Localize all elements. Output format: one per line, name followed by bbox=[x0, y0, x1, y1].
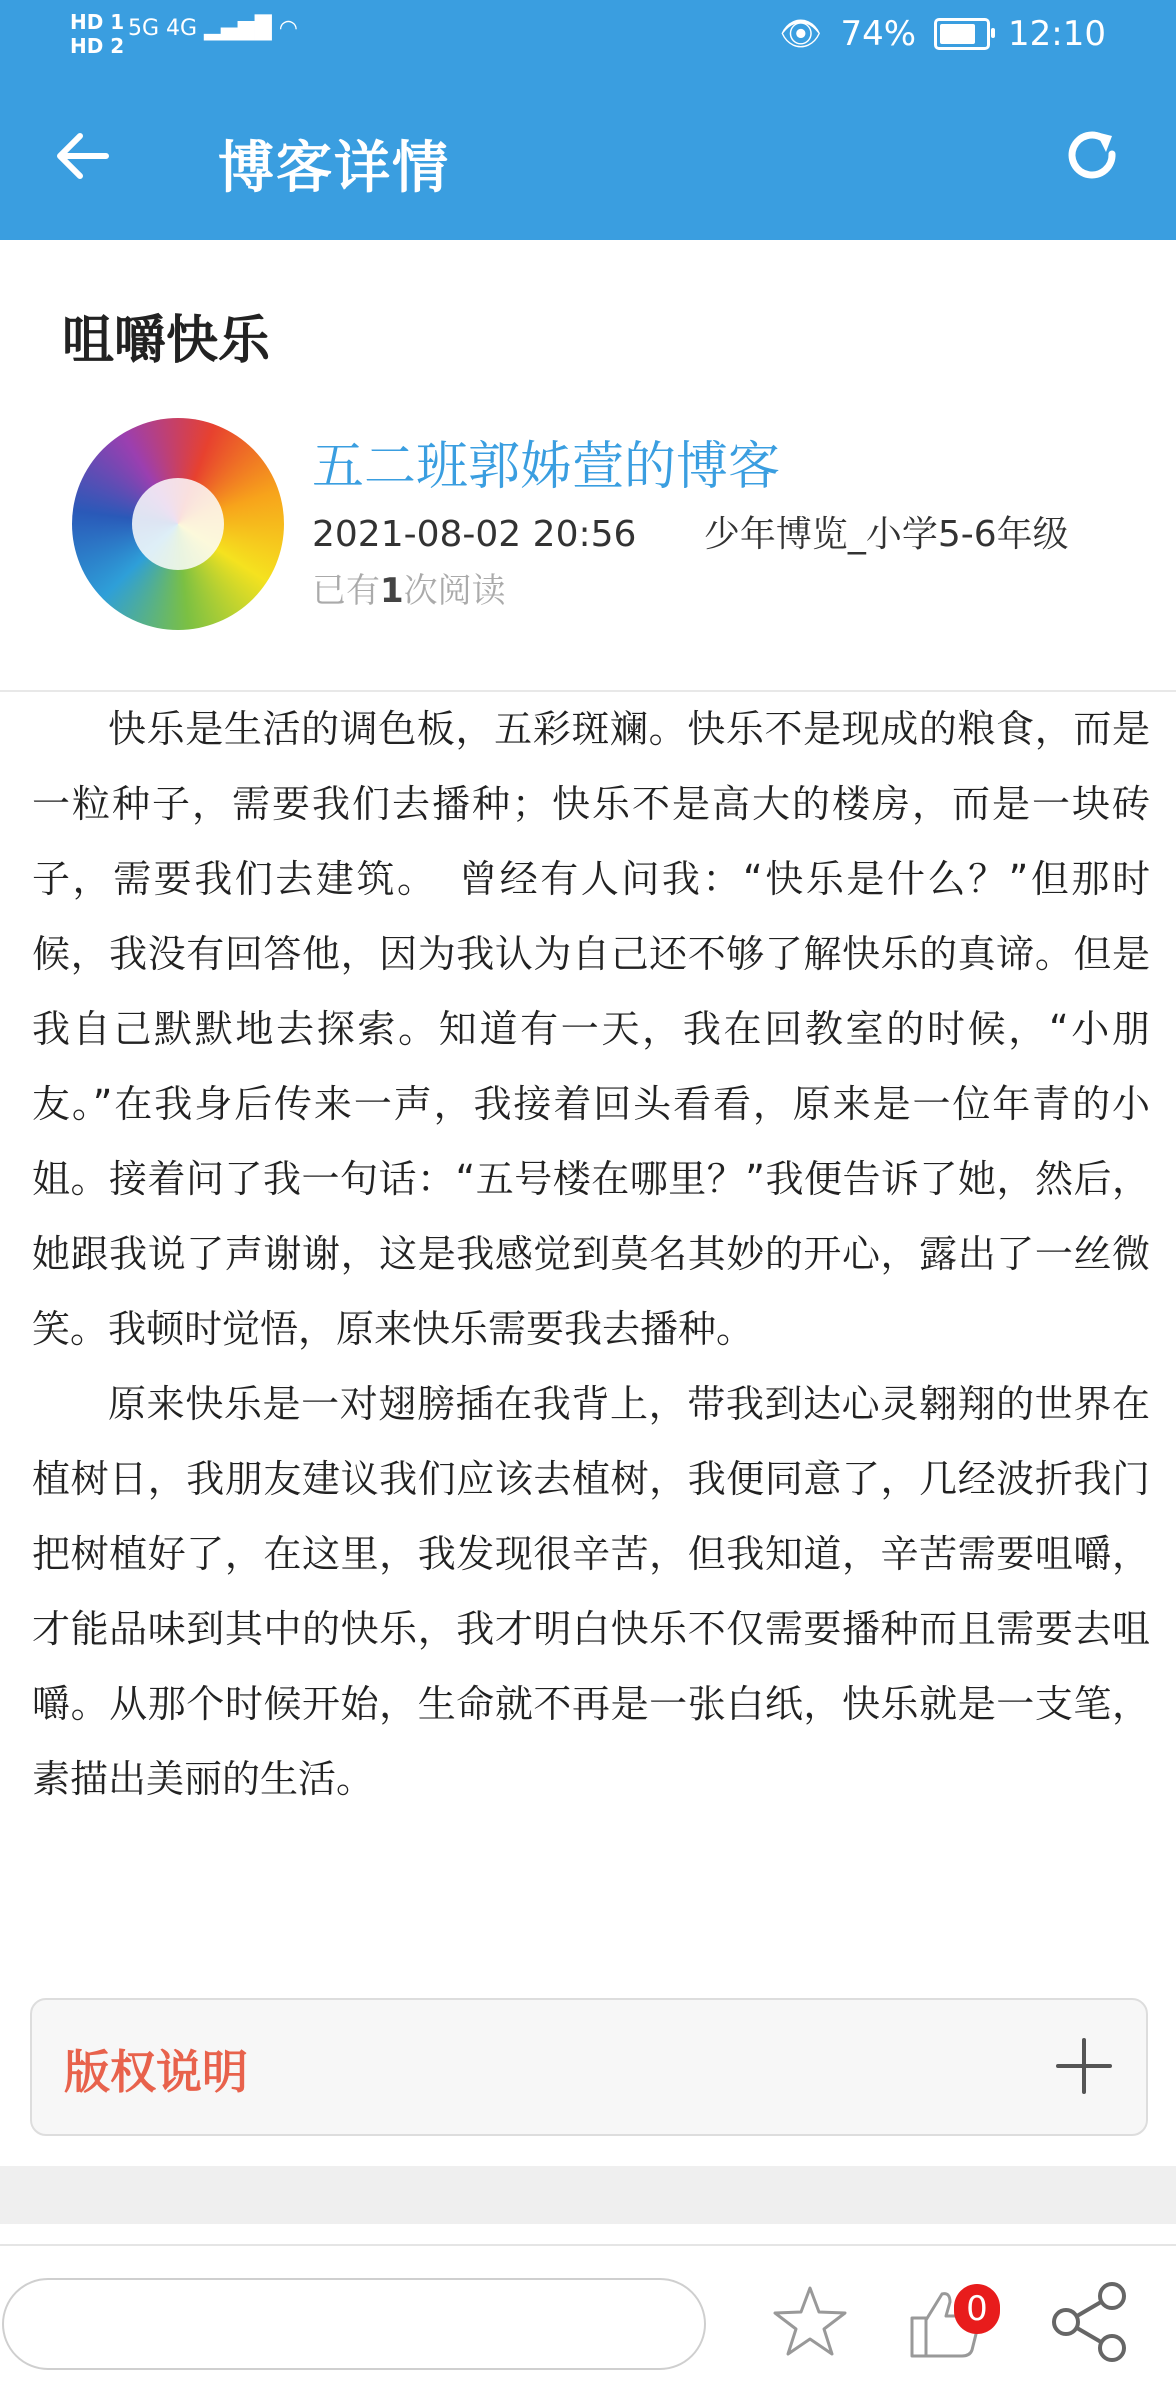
page-title: 博客详情 bbox=[218, 136, 450, 201]
status-bar bbox=[0, 0, 1176, 76]
clock: 12:10 bbox=[1008, 14, 1106, 54]
blog-name-link[interactable]: 五二班郭姊萱的博客 bbox=[312, 437, 781, 497]
avatar[interactable] bbox=[72, 418, 284, 630]
like-count-badge: 0 bbox=[954, 2284, 1000, 2334]
post-datetime: 2021-08-02 20:56 bbox=[312, 514, 637, 555]
post-category[interactable]: 少年博览_小学5-6年级 bbox=[703, 514, 1069, 555]
refresh-icon[interactable] bbox=[1060, 124, 1124, 188]
sim1-label: HD 1 bbox=[70, 10, 125, 34]
share-icon[interactable] bbox=[1048, 2280, 1132, 2364]
post-title: 咀嚼快乐 bbox=[62, 311, 271, 371]
section-separator bbox=[0, 2166, 1176, 2224]
eye-icon: 👁 bbox=[779, 14, 823, 54]
paragraph: 原来快乐是一对翅膀插在我背上，带我到达心灵翱翔的世界在植树日，我朋友建议我们应该去植树，我便同意了，几经波折我门把树植好了，在这里，我发现很辛苦，但我知道，辛苦需要咀嚼，才能品味到其中的快乐，我才明白快乐不仅需要播种而且需要去咀嚼。从那个时候开始，生命就不再是一张白纸，快乐就是一支笔，素描出美丽的生活。 bbox=[32, 1382, 1150, 1801]
app-bar bbox=[0, 0, 1176, 240]
comment-input[interactable] bbox=[2, 2278, 706, 2370]
post-content bbox=[32, 692, 1150, 1817]
battery-percent: 74% bbox=[840, 14, 917, 54]
read-count: 已有1次阅读 bbox=[312, 571, 506, 611]
copyright-label: 版权说明 bbox=[64, 2045, 248, 2099]
star-icon[interactable] bbox=[770, 2282, 850, 2362]
bottom-bar bbox=[0, 2244, 1176, 2402]
sim-indicators bbox=[70, 10, 124, 58]
post-meta bbox=[312, 506, 1069, 557]
signal-icon: 5G 4G ▂▄▆█ ◠ bbox=[128, 16, 298, 41]
paragraph: 快乐是生活的调色板，五彩斑斓。快乐不是现成的粮食，而是一粒种子，需要我们去播种；快乐不是高大的楼房，而是一块砖子，需要我们去建筑。 曾经有人问我：“快乐是什么？”但那时候，我没有回答他，因为我认为自己还不够了解快乐的真谛。但是我自己默默地去探索。知道有一天，我在回教室的时候，“小朋友。”在我身后传来一声，我接着回头看看，原来是一位年青的小姐。接着问了我一句话：“五号楼在哪里？”我便告诉了她，然后，她跟我说了声谢谢，这是我感觉到莫名其妙的开心，露出了一丝微笑。我顿时觉悟，原来快乐需要我去播种。 bbox=[32, 707, 1150, 1351]
sim2-label: HD 2 bbox=[70, 34, 125, 58]
plus-icon[interactable] bbox=[1054, 2036, 1114, 2096]
status-right bbox=[779, 14, 1106, 54]
arrow-left-icon[interactable] bbox=[52, 126, 112, 186]
battery-icon bbox=[934, 18, 990, 50]
copyright-panel[interactable] bbox=[30, 1998, 1148, 2136]
